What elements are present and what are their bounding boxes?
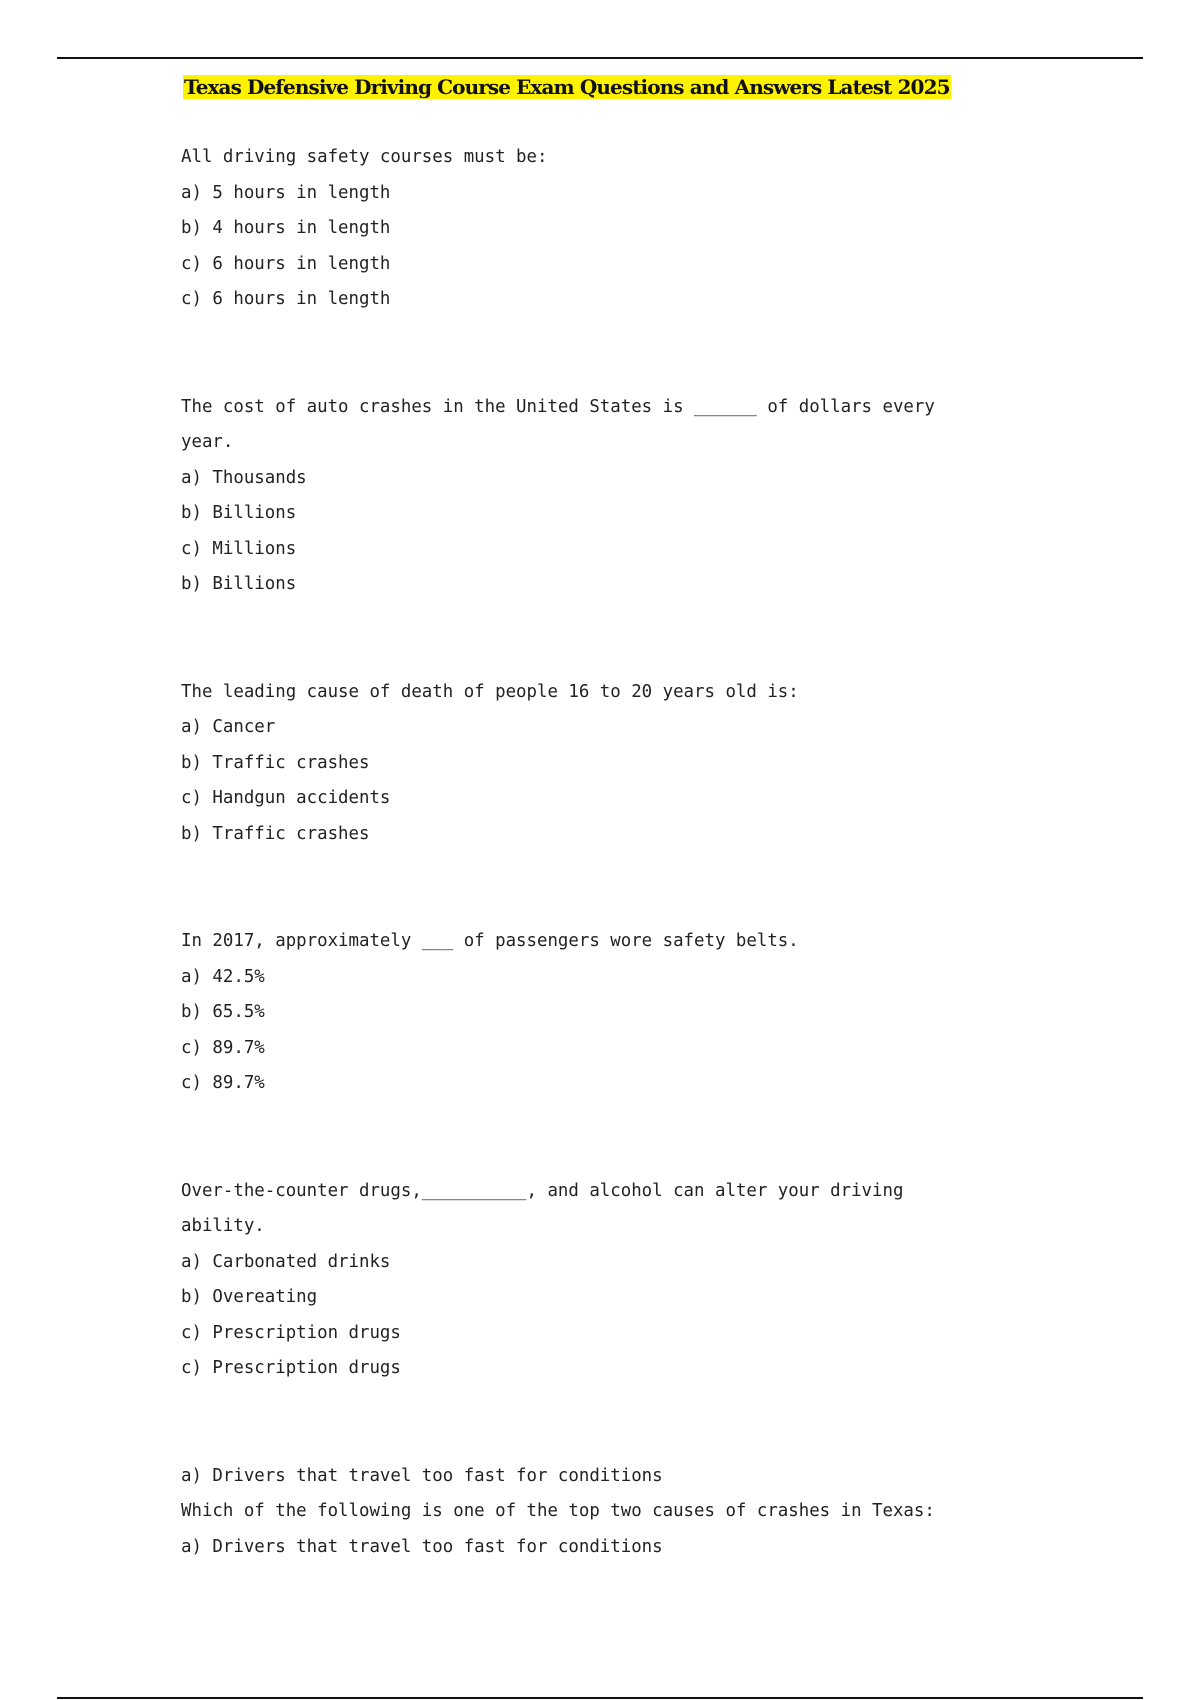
question-text: The leading cause of death of people 16 to 20 years old is: (181, 681, 799, 702)
option-b: b) 4 hours in length (181, 218, 391, 238)
option-a: a) 5 hours in length (181, 182, 391, 203)
question-text: Over-the-counter drugs,__________, and alcohol can alter your driving (181, 1180, 904, 1201)
question-text: In 2017, approximately ___ of passengers wore safety belts. (181, 931, 799, 951)
option-c: c) Handgun accidents (181, 788, 391, 808)
option-b: b) Billions (181, 503, 297, 523)
answer-line: b) Traffic crashes (181, 823, 370, 844)
answer-line: b) Billions (181, 574, 297, 594)
document-title (181, 74, 953, 100)
question-text: All driving safety courses must be: (181, 147, 548, 167)
option-b: b) 65.5% (181, 1002, 265, 1022)
question-text-continued: ability. (181, 1216, 265, 1236)
option-a: a) Cancer (181, 717, 276, 737)
question-block-3 (181, 675, 1061, 853)
question-block-5 (181, 1174, 1061, 1387)
answer-line: c) 89.7% (181, 1073, 265, 1093)
question-block-4 (181, 924, 1061, 1102)
top-rule (57, 57, 1143, 59)
question-text: The cost of auto crashes in the United States is ______ of dollars every (181, 396, 935, 417)
option-a: a) 42.5% (181, 966, 265, 987)
option-b: b) Overeating (181, 1287, 318, 1307)
bottom-rule (57, 1697, 1143, 1699)
option-c: c) Prescription drugs (181, 1322, 401, 1343)
answer-line: c) 6 hours in length (181, 289, 391, 309)
question-text-continued: year. (181, 432, 234, 452)
answer-line: c) Prescription drugs (181, 1358, 401, 1378)
question-list (181, 140, 1061, 1637)
option-b: b) Traffic crashes (181, 752, 370, 773)
option-a: a) Carbonated drinks (181, 1251, 391, 1272)
question-block-2 (181, 390, 1061, 603)
option-c: c) Millions (181, 538, 297, 559)
option-c: c) 89.7% (181, 1037, 265, 1058)
option-a: a) Thousands (181, 467, 307, 488)
question-text: Which of the following is one of the top two causes of crashes in Texas: (181, 1501, 935, 1521)
title-highlight: Texas Defensive Driving Course Exam Questions and Answers Latest 2025 (184, 75, 950, 99)
question-block-6 (181, 1459, 1061, 1566)
pre-answer-line: a) Drivers that travel too fast for conditions (181, 1465, 663, 1486)
option-c: c) 6 hours in length (181, 253, 391, 274)
question-block-1 (181, 140, 1061, 318)
answer-line: a) Drivers that travel too fast for conditions (181, 1536, 663, 1557)
